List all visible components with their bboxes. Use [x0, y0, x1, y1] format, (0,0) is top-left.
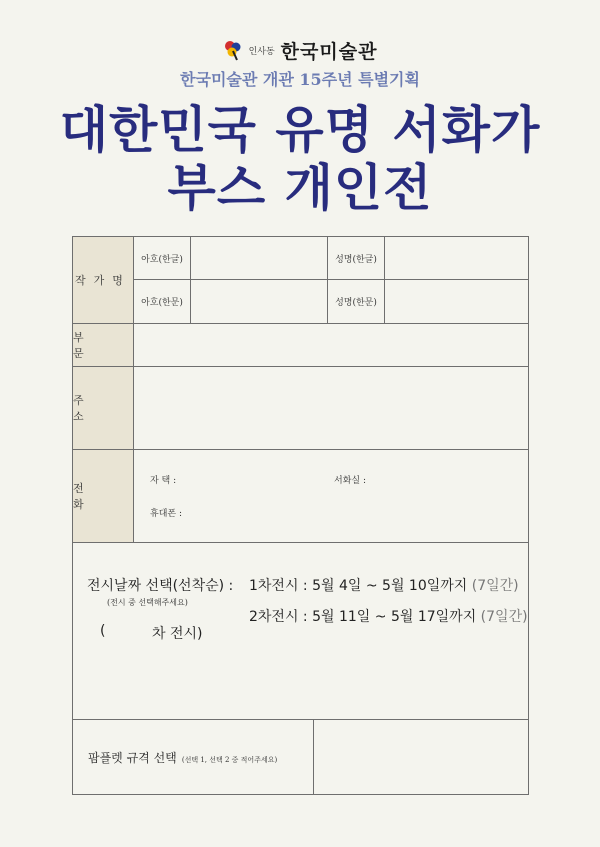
name-hanja-label: 성명(한문)	[327, 279, 385, 324]
category-label: 부 문	[72, 323, 134, 367]
pamphlet-label: 팜플렛 규격 선택	[88, 751, 177, 765]
round-2-option	[249, 606, 528, 626]
pen-name-korean-label: 아호(한글)	[133, 236, 191, 280]
address-label: 주 소	[72, 366, 134, 450]
studio-phone-label: 서화실 :	[334, 476, 366, 486]
logo-mark-icon	[223, 39, 243, 61]
round-number-field[interactable]	[110, 621, 148, 641]
address-field[interactable]	[133, 366, 529, 450]
logo-main-text: 한국미술관	[280, 40, 378, 63]
round-2-dates: 2차전시 : 5월 11일 ~ 5월 17일까지	[249, 609, 477, 625]
logo-small-text: 인사동	[248, 46, 275, 57]
round-close-text: 차 전시)	[152, 626, 203, 642]
title-line-2: 부스 개인전	[167, 159, 433, 217]
pen-name-hanja-label: 아호(한문)	[133, 279, 191, 324]
pen-name-hanja-field[interactable]	[190, 279, 328, 324]
round-1-days: (7일간)	[471, 578, 519, 594]
museum-logo	[0, 36, 600, 64]
name-korean-field[interactable]	[384, 236, 529, 280]
home-phone-label: 자 택 :	[150, 476, 177, 486]
round-1-dates: 1차전시 : 5월 4일 ~ 5월 10일까지	[249, 578, 468, 594]
title-line-1: 대한민국 유명 서화가	[59, 101, 541, 159]
subtitle: 한국미술관 개관 15주년 특별기획	[180, 70, 420, 89]
pamphlet-field[interactable]	[313, 719, 529, 795]
name-korean-label: 성명(한글)	[327, 236, 385, 280]
mobile-phone-label: 휴대폰 :	[150, 509, 182, 519]
category-field[interactable]	[133, 323, 529, 367]
pen-name-korean-field[interactable]	[190, 236, 328, 280]
pamphlet-note: (선택 1, 선택 2 중 적어주세요)	[181, 756, 278, 764]
pamphlet-label-group	[88, 747, 277, 766]
artist-name-label: 작가명	[72, 236, 134, 324]
round-1-option	[249, 575, 519, 595]
schedule-label: 전시날짜 선택(선착순) :	[87, 578, 234, 594]
name-hanja-field[interactable]	[384, 279, 529, 324]
round-2-days: (7일간)	[480, 609, 528, 625]
phone-label: 전 화	[72, 449, 134, 543]
schedule-note: (전시 중 선택해주세요)	[107, 598, 188, 607]
round-open-paren: (	[100, 623, 106, 639]
phone-field[interactable]	[133, 449, 529, 543]
